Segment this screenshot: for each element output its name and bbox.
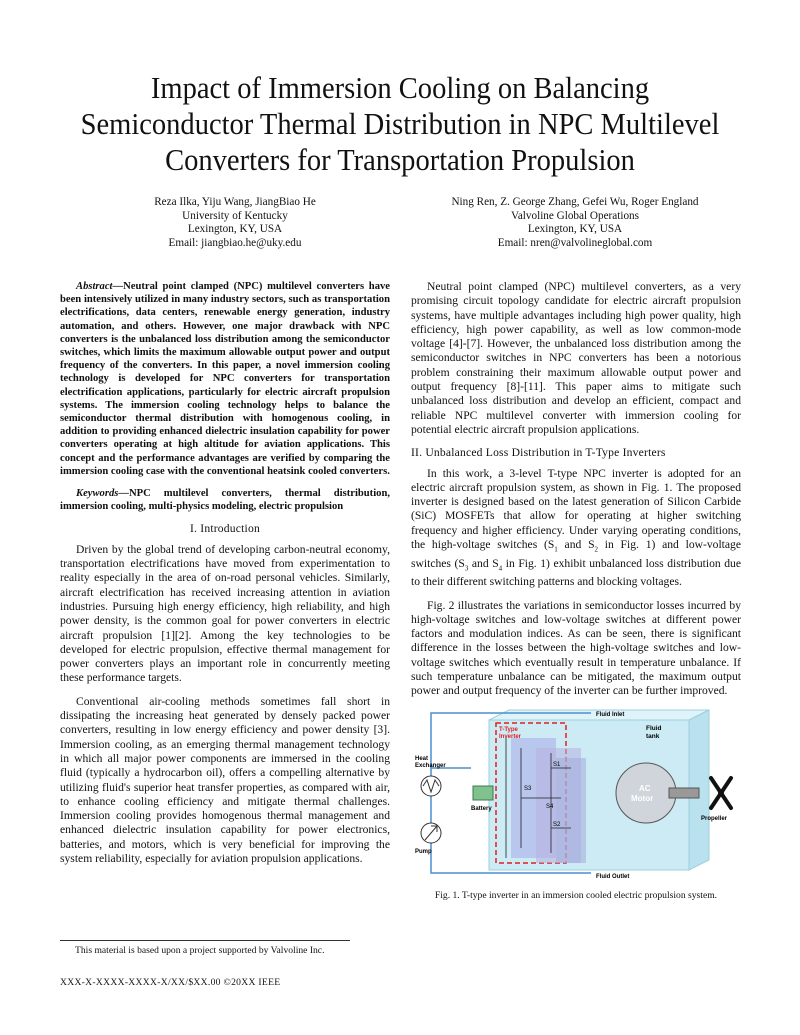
ac-motor-icon xyxy=(616,763,676,823)
author-email: Email: jiangbiao.he@uky.edu xyxy=(168,237,302,250)
paper-title: Impact of Immersion Cooling on Balancing Semiconductor Thermal Distribution in NPC Multilevel Converters for Transportation Propulsion xyxy=(80,70,720,177)
switch-module xyxy=(556,758,586,863)
author-affiliation: Valvoline Global Operations xyxy=(510,209,639,222)
battery-icon xyxy=(473,786,493,800)
right-column xyxy=(411,280,741,903)
left-column xyxy=(60,280,390,875)
keywords-text: —NPC multilevel converters, thermal distribution, immersion cooling, multi-physics modeling, electric propulsion xyxy=(60,488,390,513)
heat-exchanger-label: Exchanger xyxy=(415,762,446,769)
section-heading-unbalanced-loss: II. Unbalanced Loss Distribution in T-Type Inverters xyxy=(411,446,666,460)
keywords xyxy=(60,487,390,513)
ac-motor-label: Motor xyxy=(631,793,654,803)
pump-label: Pump xyxy=(415,848,432,855)
t-type-label: T-Type xyxy=(499,726,518,733)
footnote: This material is based upon a project supported by Valvoline Inc. xyxy=(75,945,325,956)
propulsion-system-diagram xyxy=(411,708,741,883)
switch-s1-label: S1 xyxy=(553,761,561,768)
switch-s4-label: S4 xyxy=(546,803,554,810)
switch-s2-label: S2 xyxy=(553,821,561,828)
author-location: Lexington, KY, USA xyxy=(527,223,623,236)
author-names: Ning Ren, Z. George Zhang, Gefei Wu, Roger England xyxy=(451,196,699,208)
copyright-line: XXX-X-XXXX-XXXX-X/XX/$XX.00 ©20XX IEEE xyxy=(60,977,281,988)
section2-paragraph-2: Fig. 2 illustrates the variations in semiconductor losses incurred by high-voltage switches and low-voltage switches at different power factors and modulation indices. As can be seen, there is significant difference in the losses between the high-voltage switches and low-voltage switches which eventually result in temperature unbalance. If such temperature unbalance can be mitigated, the maximum output power and output frequency of the inverter can be further improved. xyxy=(411,598,741,698)
section-heading-introduction: I. Introduction xyxy=(190,522,260,536)
section2-paragraph-1: In this work, a 3-level T-type NPC inverter is adopted for an electric aircraft propulsion system, as shown in Fig. 1. The proposed inverter is designed based on the latest generation of Silicon Carbide (SiC) MOSFETs that allow for operating at higher switching frequency and higher efficiency. Under varying operating conditions, the high-voltage switches ($S_1$ and $S_2$ in Fig. 1) and low-voltage switches ($S_3$ and $S_4$ in Fig. 1) exhibit unbalanced loss distribution due to their different switching patterns and blocking voltages. xyxy=(411,466,742,589)
fluid-inlet-label: Fluid Inlet xyxy=(596,711,625,718)
t-type-label: Inverter xyxy=(499,733,522,740)
footnote-divider xyxy=(60,940,350,941)
abstract xyxy=(60,280,390,478)
abstract-lead: Abstract xyxy=(76,281,113,292)
intro-paragraph-2: Conventional air-cooling methods sometimes fall short in dissipating the increasing heat generated by densely packed power converters, resulting in low energy efficiency and power density [3]. Immersion cooling, as an emerging thermal management technology in which all major power components are immersed in the cooling fluid (typically a hydrocarbon oil), offers a compelling alternative by utilizing fluid's superior heat transfer properties, as compared with air, to enhance cooling efficiency and mitigate thermal challenges. Immersion cooling provides homogenous thermal management and enhanced dielectric insulation capability for power electronics, batteries, and motors, which is very beneficial for improving the system reliability, especially for aviation propulsion applications. xyxy=(60,694,390,865)
intro-paragraph-1: Driven by the global trend of developing carbon-neutral economy, transportation electrifications have moved from experimentation to reality especially in the area of on-road personal vehicles. Similarly, aircraft electrification has received increasing attention in aviation industries. Pursuing high energy efficiency, high reliability, and high power density, is the common goal for power converters in electric aircraft propulsion [1][2]. Among the key technologies to be developed for electric propulsion, effective thermal management for power converters plays an important role in concurrently meeting these performance targets. xyxy=(60,542,390,685)
switch-s3-label: S3 xyxy=(524,785,532,792)
battery-label: Battery xyxy=(471,805,492,812)
motor-shaft xyxy=(669,788,699,798)
abstract-text: —Neutral point clamped (NPC) multilevel converters have been intensively utilized in many industry sectors, such as transportation electrifications, data centers, renewable energy generation, industry automation, and others. However, one major drawback with NPC converters is the unbalanced loss distribution among the semiconductor switches, which limits the maximum allowable output power and output frequency of the converters. In this paper, a novel immersion cooling technology is developed for NPC converters for transportation electrification applications, particularly for electric aircraft propulsion systems. The immersion cooling technology helps to balance the semiconductor thermal distribution with homogenous cooling, in addition to providing enhanced dielectric insulation capability for power converters operating at high altitude for aviation applications. This concept and the performance advantages are verified by comparing the immersion cooling case with the conventional heatsink cooled converters. xyxy=(60,281,390,477)
figure-1 xyxy=(411,708,741,883)
fluid-tank-label: tank xyxy=(646,732,660,740)
author-block-2 xyxy=(410,196,740,251)
author-affiliation: University of Kentucky xyxy=(182,209,288,222)
heat-exchanger-label: Heat xyxy=(415,755,429,762)
keywords-lead: Keywords xyxy=(76,488,119,500)
author-email: Email: nren@valvolineglobal.com xyxy=(497,237,653,250)
fluid-outlet-label: Fluid Outlet xyxy=(596,873,630,880)
author-location: Lexington, KY, USA xyxy=(187,223,283,236)
fluid-tank-label: Fluid xyxy=(646,724,662,732)
author-names: Reza Ilka, Yiju Wang, JiangBiao He xyxy=(154,196,316,208)
author-block-1 xyxy=(70,196,400,251)
ac-motor-label: AC xyxy=(639,783,651,793)
propeller-label: Propeller xyxy=(701,815,728,822)
figure-caption: Fig. 1. T-type inverter in an immersion cooled electric propulsion system. xyxy=(434,889,718,901)
propeller-hub xyxy=(718,790,724,796)
intro-paragraph-3: Neutral point clamped (NPC) multilevel converters, as a very promising circuit topology candidate for electric aircraft propulsion systems, have multiple advantages including high power quality, high efficiency, high power capability, as well as low common-mode voltage [4]-[7]. However, the unbalanced loss distribution among the semiconductor switches in NPC converters has been a notorious problem constraining their maximum allowable output power and output frequency [8]-[11]. This paper aims to mitigate such unbalanced loss distribution and develop an efficient, compact and reliable NPC multilevel converter with immersion cooling for potential electric aircraft propulsion applications. xyxy=(411,280,741,436)
